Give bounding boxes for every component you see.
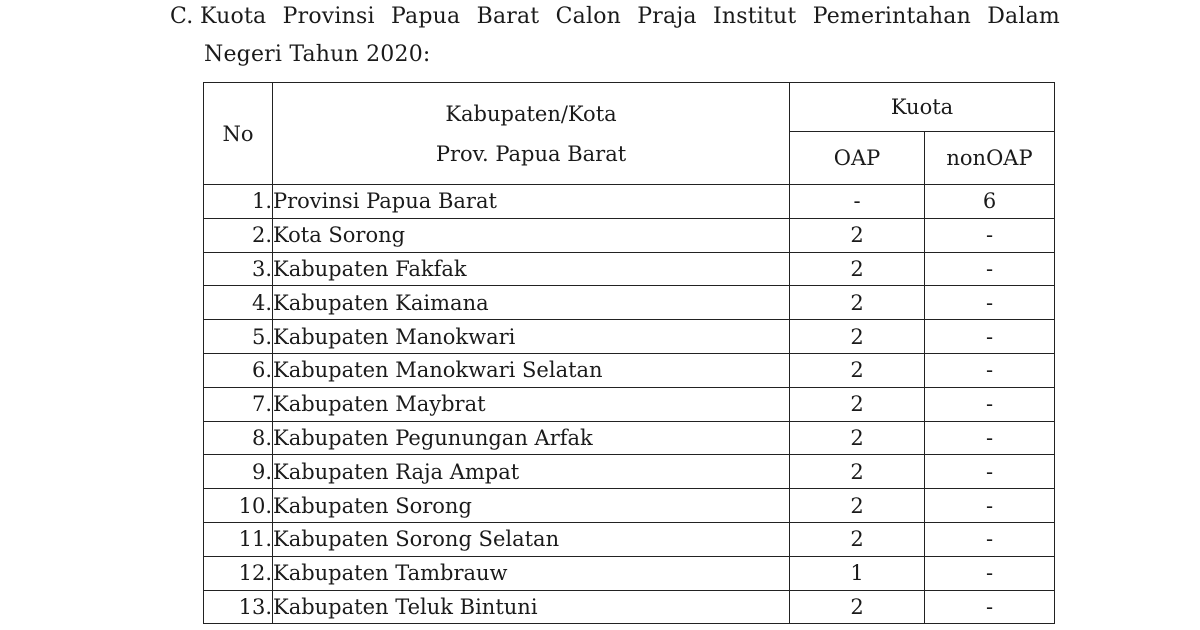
- table-row: [204, 185, 1055, 219]
- row-non-oap: -: [925, 252, 1055, 286]
- row-oap: 2: [790, 387, 925, 421]
- row-non-oap: -: [925, 353, 1055, 387]
- row-oap: 1: [790, 556, 925, 590]
- row-oap: -: [790, 185, 925, 219]
- row-oap: 2: [790, 421, 925, 455]
- table-row: [204, 286, 1055, 320]
- row-number: 12.: [204, 556, 273, 590]
- row-non-oap: -: [925, 218, 1055, 252]
- table-row: [204, 522, 1055, 556]
- row-oap: 2: [790, 218, 925, 252]
- table-row: [204, 421, 1055, 455]
- row-name: Kabupaten Teluk Bintuni: [273, 590, 790, 624]
- row-name: Kabupaten Manokwari: [273, 320, 790, 354]
- row-non-oap: -: [925, 421, 1055, 455]
- row-number: 13.: [204, 590, 273, 624]
- table-row: [204, 218, 1055, 252]
- row-number: 11.: [204, 522, 273, 556]
- section-letter: C.: [170, 4, 194, 29]
- row-name: Kabupaten Sorong: [273, 489, 790, 523]
- table-row: [204, 320, 1055, 354]
- row-oap: 2: [790, 455, 925, 489]
- row-non-oap: -: [925, 590, 1055, 624]
- row-name: Kabupaten Kaimana: [273, 286, 790, 320]
- header-name-line1: Kabupaten/Kota: [445, 101, 617, 126]
- row-oap: 2: [790, 353, 925, 387]
- quota-table: [203, 82, 1055, 624]
- row-name: Kabupaten Tambrauw: [273, 556, 790, 590]
- row-non-oap: -: [925, 455, 1055, 489]
- table-row: [204, 590, 1055, 624]
- table-row: [204, 489, 1055, 523]
- row-oap: 2: [790, 286, 925, 320]
- row-name: Provinsi Papua Barat: [273, 185, 790, 219]
- header-kabupaten-kota: [273, 83, 790, 185]
- row-number: 9.: [204, 455, 273, 489]
- row-number: 8.: [204, 421, 273, 455]
- row-non-oap: -: [925, 286, 1055, 320]
- section-title-line2: Negeri Tahun 2020:: [204, 42, 431, 67]
- row-non-oap: 6: [925, 185, 1055, 219]
- table-row: [204, 387, 1055, 421]
- row-oap: 2: [790, 489, 925, 523]
- section-heading: [170, 0, 1060, 72]
- table-body: [204, 185, 1055, 624]
- row-number: 4.: [204, 286, 273, 320]
- table-row: [204, 556, 1055, 590]
- row-number: 3.: [204, 252, 273, 286]
- row-non-oap: -: [925, 522, 1055, 556]
- header-no: No: [204, 83, 273, 185]
- header-non-oap: nonOAP: [925, 132, 1055, 185]
- section-title-line1: Kuota Provinsi Papua Barat Calon Praja Institut Pemerintahan Dalam: [200, 4, 1060, 29]
- row-number: 1.: [204, 185, 273, 219]
- table-row: [204, 353, 1055, 387]
- row-name: Kabupaten Fakfak: [273, 252, 790, 286]
- row-number: 5.: [204, 320, 273, 354]
- row-name: Kabupaten Maybrat: [273, 387, 790, 421]
- row-number: 10.: [204, 489, 273, 523]
- row-name: Kabupaten Manokwari Selatan: [273, 353, 790, 387]
- row-oap: 2: [790, 252, 925, 286]
- row-non-oap: -: [925, 556, 1055, 590]
- header-name-line2: Prov. Papua Barat: [435, 141, 627, 166]
- row-number: 2.: [204, 218, 273, 252]
- row-oap: 2: [790, 522, 925, 556]
- row-non-oap: -: [925, 489, 1055, 523]
- row-oap: 2: [790, 590, 925, 624]
- row-non-oap: -: [925, 387, 1055, 421]
- row-name: Kota Sorong: [273, 218, 790, 252]
- table-row: [204, 455, 1055, 489]
- header-oap: OAP: [790, 132, 925, 185]
- row-name: Kabupaten Raja Ampat: [273, 455, 790, 489]
- header-kuota: Kuota: [790, 83, 1055, 132]
- row-name: Kabupaten Sorong Selatan: [273, 522, 790, 556]
- row-number: 6.: [204, 353, 273, 387]
- row-non-oap: -: [925, 320, 1055, 354]
- row-oap: 2: [790, 320, 925, 354]
- table-row: [204, 252, 1055, 286]
- row-number: 7.: [204, 387, 273, 421]
- row-name: Kabupaten Pegunungan Arfak: [273, 421, 790, 455]
